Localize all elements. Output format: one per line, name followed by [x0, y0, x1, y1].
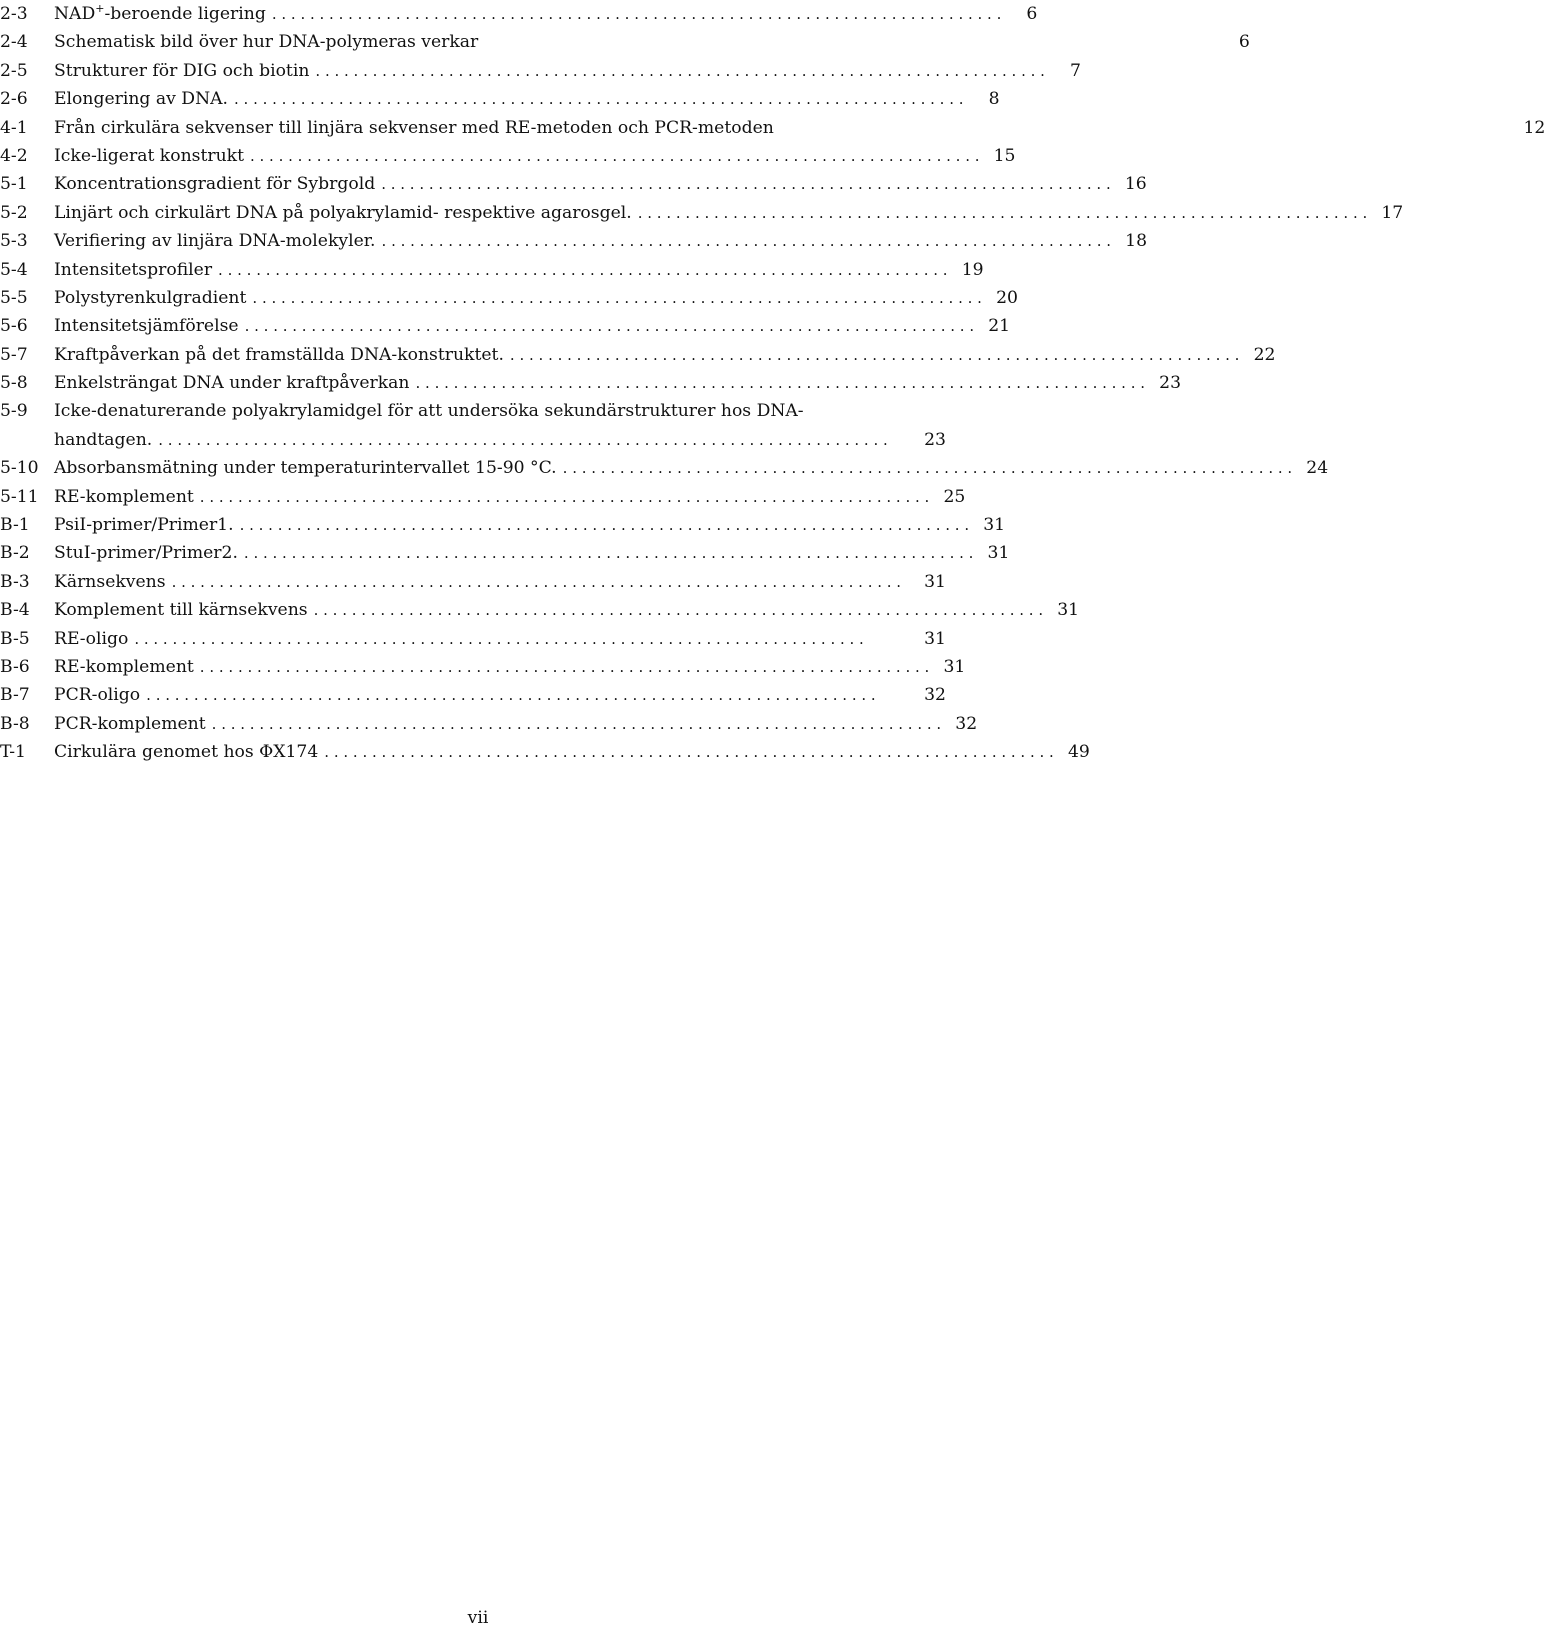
page-number: 31 — [924, 628, 946, 649]
figure-number: B-8 — [0, 713, 30, 734]
figure-number: 5-9 — [0, 401, 28, 422]
page-number: 19 — [961, 259, 984, 280]
list-item[interactable] — [0, 681, 946, 709]
figure-title-line-2-row — [54, 426, 946, 454]
list-item[interactable] — [0, 397, 946, 454]
list-item[interactable] — [0, 199, 1404, 227]
figure-number: B-5 — [0, 628, 30, 649]
list-item[interactable] — [0, 568, 946, 596]
figure-number: 2-6 — [0, 89, 28, 110]
figure-title: Linjärt och cirkulärt DNA på polyakrylamid- respektive agarosgel. — [54, 202, 632, 223]
page-number: 31 — [1057, 600, 1080, 621]
page-number: 22 — [1253, 344, 1276, 365]
page-number: 20 — [996, 287, 1018, 308]
dot-leader — [314, 596, 1044, 624]
figure-number: B-2 — [0, 543, 30, 564]
figure-number: 5-10 — [0, 458, 39, 479]
page-number: 15 — [993, 145, 1016, 166]
list-item[interactable] — [0, 114, 1545, 142]
figure-number: 5-2 — [0, 202, 28, 223]
figure-title: Från cirkulära sekvenser till linjära sekvenser med RE-metoden och PCR-metoden — [54, 117, 774, 138]
figure-number: B-7 — [0, 685, 30, 706]
figure-number: B-1 — [0, 515, 30, 536]
dot-leader — [234, 85, 964, 113]
page-number: 25 — [943, 486, 966, 507]
list-item[interactable] — [0, 596, 1080, 624]
list-item[interactable] — [0, 227, 1148, 255]
figure-number: 2-4 — [0, 32, 28, 53]
page-number: 23 — [924, 429, 946, 450]
list-item[interactable] — [0, 738, 1090, 766]
page-number: 8 — [988, 89, 1000, 110]
list-of-figures — [0, 0, 1545, 767]
figure-title: Absorbansmätning under temperaturintervallet 15-90 °C. — [54, 458, 557, 479]
figure-title: RE-komplement — [54, 486, 194, 507]
figure-title: Komplement till kärnsekvens — [54, 600, 308, 621]
list-item[interactable] — [0, 0, 1038, 28]
figure-title: Schematisk bild över hur DNA-polymeras verkar — [54, 32, 479, 53]
list-item[interactable] — [0, 284, 1018, 312]
list-item[interactable] — [0, 312, 1011, 340]
page-number: 17 — [1381, 202, 1404, 223]
dot-leader — [252, 284, 982, 312]
page-number: 6 — [1238, 32, 1250, 53]
figure-title: Koncentrationsgradient för Sybrgold — [54, 174, 376, 195]
page-number: 23 — [1159, 373, 1182, 394]
figure-number: 4-1 — [0, 117, 28, 138]
list-item[interactable] — [0, 341, 1276, 369]
figure-title: Intensitetsjämförelse — [54, 316, 239, 337]
dot-leader — [324, 738, 1054, 766]
page-number: 12 — [1523, 117, 1545, 138]
footer-page-number: vii — [467, 1608, 489, 1628]
list-item[interactable] — [0, 369, 1182, 397]
figure-title: StuI-primer/Primer2. — [54, 543, 238, 564]
figure-title: Icke-ligerat konstrukt — [54, 145, 244, 166]
page-number: 18 — [1125, 231, 1148, 252]
figure-title: PCR-komplement — [54, 713, 206, 734]
figure-title: PCR-oligo — [54, 685, 141, 706]
figure-title-line-1: Icke-denaturerande polyakrylamidgel för att undersöka sekundärstrukturer hos DNA- — [54, 401, 804, 422]
figure-title: RE-komplement — [54, 657, 194, 677]
dot-leader — [218, 256, 948, 284]
figure-number: 2-3 — [0, 4, 28, 24]
list-item[interactable] — [0, 256, 984, 284]
page-number: 6 — [1026, 4, 1038, 24]
figure-title: Strukturer för DIG och biotin — [54, 60, 310, 81]
dot-leader — [510, 341, 1240, 369]
figure-title: PsiI-primer/Primer1. — [54, 515, 234, 536]
figure-number: 5-7 — [0, 344, 28, 365]
figure-title: Kärnsekvens — [54, 571, 166, 592]
dot-leader — [563, 454, 1293, 482]
dot-leader — [158, 426, 910, 454]
figure-title: RE-oligo — [54, 628, 129, 649]
figure-title: Verifiering av linjära DNA-molekyler. — [54, 231, 376, 252]
figure-number: 4-2 — [0, 145, 28, 166]
figure-number: 5-1 — [0, 174, 28, 195]
figure-title: Elongering av DNA. — [54, 89, 228, 110]
list-item[interactable] — [0, 57, 1081, 85]
dot-leader — [172, 568, 910, 596]
figure-number: 5-3 — [0, 231, 28, 252]
figure-number: 5-8 — [0, 373, 28, 394]
dot-leader — [134, 625, 910, 653]
page-number: 31 — [943, 657, 966, 677]
dot-leader — [382, 227, 1112, 255]
dot-leader — [200, 483, 930, 511]
dot-leader — [244, 539, 974, 567]
page-number: 31 — [987, 543, 1010, 564]
figure-title — [54, 397, 946, 454]
figure-title: Enkelsträngat DNA under kraftpåverkan — [54, 373, 410, 394]
figure-title: NAD+-beroende ligering — [54, 2, 266, 24]
page-number: 32 — [924, 685, 946, 706]
list-item[interactable] — [0, 483, 966, 511]
list-item[interactable] — [0, 454, 1329, 482]
page-number: 7 — [1069, 60, 1081, 81]
figure-number: 5-11 — [0, 486, 39, 507]
page-number: 24 — [1306, 458, 1329, 479]
page-number: 32 — [955, 713, 978, 734]
list-item[interactable] — [0, 511, 1006, 539]
page-number: 31 — [983, 515, 1006, 536]
list-item[interactable] — [0, 625, 946, 653]
figure-number: B-4 — [0, 600, 30, 621]
figure-number: 5-5 — [0, 287, 28, 308]
dot-leader — [638, 199, 1368, 227]
figure-number: B-6 — [0, 657, 30, 677]
dot-leader — [240, 511, 970, 539]
figure-number: T-1 — [0, 742, 26, 763]
figure-number: B-3 — [0, 571, 30, 592]
dot-leader — [416, 369, 1146, 397]
page-number: 49 — [1067, 742, 1090, 763]
dot-leader — [146, 681, 910, 709]
list-item[interactable] — [0, 539, 1010, 567]
figure-title: Polystyrenkulgradient — [54, 287, 247, 308]
dot-leader — [315, 57, 1045, 85]
list-item[interactable] — [0, 710, 978, 738]
dot-leader — [200, 653, 930, 681]
dot-leader — [250, 142, 980, 170]
figure-number: 5-4 — [0, 259, 28, 280]
figure-number: 2-5 — [0, 60, 28, 81]
dot-leader — [272, 0, 1002, 28]
dot-leader — [212, 710, 942, 738]
list-item[interactable] — [0, 142, 1016, 170]
dot-leader — [245, 312, 975, 340]
list-item[interactable] — [0, 85, 1000, 113]
list-item[interactable] — [0, 28, 1250, 56]
page-number: 21 — [988, 316, 1011, 337]
dot-leader — [381, 170, 1111, 198]
list-item[interactable] — [0, 170, 1147, 198]
page-number: 31 — [924, 571, 946, 592]
figure-title-line-2: handtagen. — [54, 429, 153, 450]
page-footer — [0, 1606, 960, 1630]
list-item[interactable] — [0, 653, 966, 681]
figure-title: Cirkulära genomet hos ΦX174 — [54, 742, 319, 763]
figure-title: Intensitetsprofiler — [54, 259, 213, 280]
page-number: 16 — [1124, 174, 1147, 195]
figure-number: 5-6 — [0, 316, 28, 337]
figure-title: Kraftpåverkan på det framställda DNA-konstruktet. — [54, 344, 504, 365]
